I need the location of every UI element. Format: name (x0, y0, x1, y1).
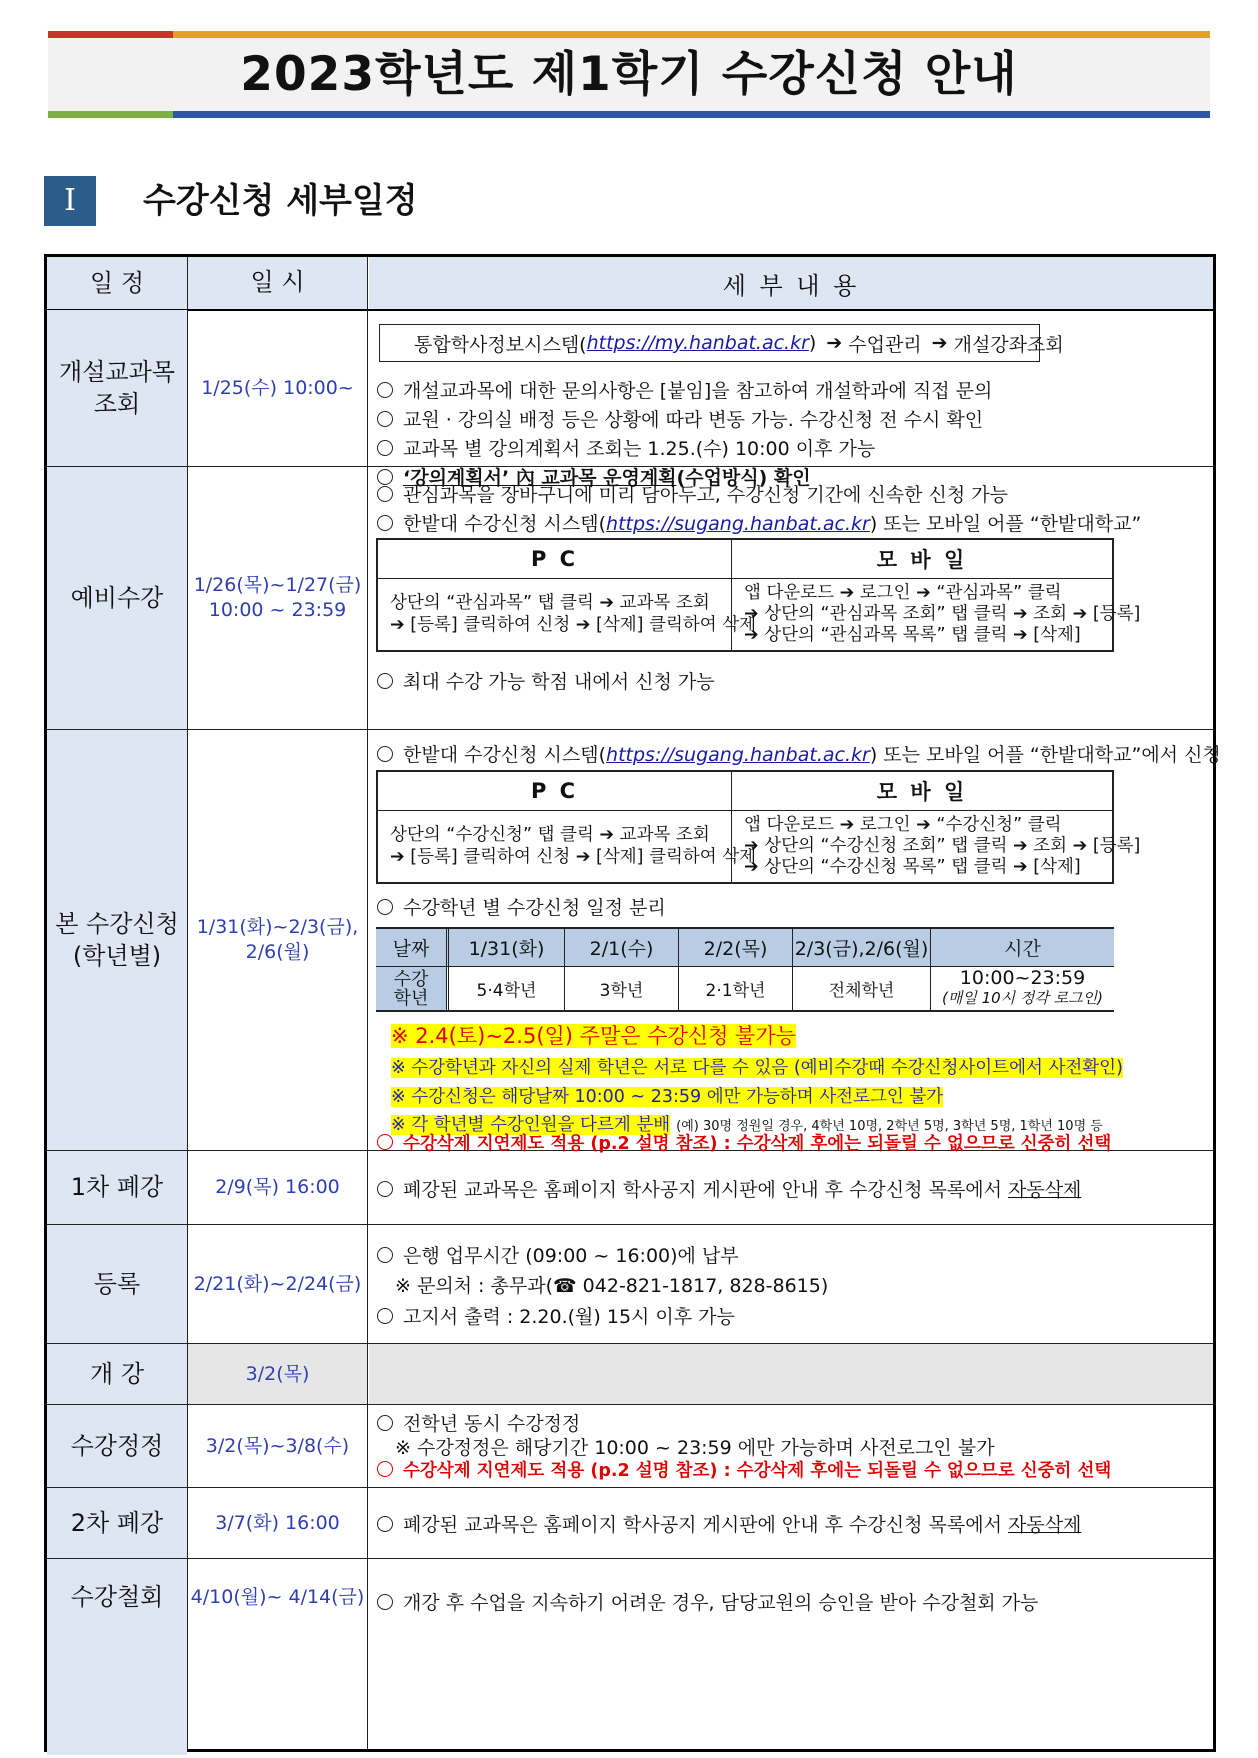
pc-header: P C (530, 547, 579, 571)
row-date-main-registration: 1/31(화)~2/3(금), 2/6(월) (196, 916, 359, 963)
grid-header-d4: 2/3(금),2/6(월) (794, 938, 929, 960)
pre-reg-note-1: 관심과목을 장바구니에 미리 담아두고, 수강신청 기간에 신속한 신청 가능 (403, 484, 1008, 506)
row-body-second-closure: 폐강된 교과목은 홈페이지 학사공지 게시판에 안내 후 수강신청 목록에서 자동삭제 (369, 1488, 1213, 1558)
time-window-notice: ※ 수강신청은 해당날짜 10:00 ~ 23:59 에만 가능하며 사전로그인 불가 (391, 1087, 944, 1107)
row-body-withdrawal: 개강 후 수업을 지속하기 어려운 경우, 담당교원의 승인을 받아 수강철회 가능 (369, 1559, 1213, 1755)
payment-contact: ※ 문의처 : 총무과(☎ 042-821-1817, 828-8615) (395, 1275, 829, 1297)
grid-header-d1: 1/31(화) (468, 938, 545, 960)
banner-top-bar (48, 31, 1210, 38)
grid-value-time: 10:00~23:59 (매일 10시 정각 로그인) (941, 967, 1104, 1007)
section-title: 수강신청 세부일정 (143, 181, 418, 221)
mobile-steps-main: 앱 다운로드 ➔ 로그인 ➔ “수강신청” 클릭 ➔ 상단의 “수강신청 조회” 탭 클릭 ➔ 조회 ➔ [등록] ➔ 상단의 “수강신청 목록” 탭 클릭 ➔ [삭제] (744, 815, 1141, 877)
row-date-first-closure: 2/9(목) 16:00 (215, 1176, 340, 1199)
grid-header-d3: 2/2(목) (703, 938, 768, 960)
row-label-withdrawal: 수강철회 (47, 1559, 187, 1755)
system-path-box: 통합학사정보시스템( https://my.hanbat.ac.kr ) ➔ 수업관리 ➔ 개설강좌조회 (379, 324, 1040, 362)
row-body-main-registration: 한밭대 수강신청 시스템(https://sugang.hanbat.ac.kr) 또는 모바일 어플 “한밭대학교”에서 신청 P C 모 바 일 상단의 “수강신청” 탭 클릭 ➔ 교과목 조회 ➔ [등록] 클릭하여 신청 ➔ [삭제] 클릭하여 삭제 앱 다운로드 ➔ 로그인 ➔ “수강신청” 클릭 ➔ 상단의 “수강신청 조회” 탭 클릭 ➔ 조회 ➔ [등록] ➔ 상단의 “수강신청 목록” 탭 클릭 ➔ [삭제] 수강학년 별 수강신청 일정 분리 날짜 1/31(화) 2/1(수) 2/2(목) 2/3(금),2/6(월) 시간 수강 학년 5·4학년 3학년 2·1학년 전체학년 10:00~23:59 (매일 10시 정각 로그인) ※ 2.4(토)~2.5(일) 주말은 수강신청 불가능 ※ 수강학년과 자신의 실제 학년은 서로 다를 수 있음 (예비수강때 수강신청사이트에서 사전확인) ※ 수강신청은 해당날짜 10:00 ~ 23:59 에만 가능하며 사전로그인 불가 ※ 각 학년별 수강인원을 다르게 분배 (예) 30명 정원일 경우, 4학년 10명, 2학년 5명, 3학년 5명, 1학년 10명 등 수강삭제 지연제도 적용 (p.2 설명 참조) : 수강삭제 후에는 되돌릴 수 없으므로 신중히 선택 (369, 730, 1213, 1150)
row-body-pre-registration: 관심과목을 장바구니에 미리 담아두고, 수강신청 기간에 신속한 신청 가능 한밭대 수강신청 시스템(https://sugang.hanbat.ac.kr) 또는 모바일 어플 “한밭대학교” P C 모 바 일 상단의 “관심과목” 탭 클릭 ➔ 교과목 조회 ➔ [등록] 클릭하여 신청 ➔ [삭제] 클릭하여 삭제 앱 다운로드 ➔ 로그인 ➔ “관심과목” 클릭 ➔ 상단의 “관심과목 조회” 탭 클릭 ➔ 조회 ➔ [등록] ➔ 상단의 “관심과목 목록” 탭 클릭 ➔ [삭제] 최대 수강 가능 학점 내에서 신청 가능 (369, 467, 1213, 729)
section-number: I (44, 176, 96, 226)
row-date-payment: 2/21(화)~2/24(금) (193, 1272, 362, 1295)
mobile-header: 모 바 일 (876, 548, 968, 572)
mobile-header-main: 모 바 일 (876, 780, 968, 804)
row-body-semester-start (369, 1344, 1213, 1404)
course-lookup-note-3: 교과목 별 강의계획서 조회는 1.25.(수) 10:00 이후 가능 (403, 438, 876, 460)
portal-link[interactable]: https://my.hanbat.ac.kr (586, 332, 809, 354)
weekend-notice: ※ 2.4(토)~2.5(일) 주말은 수강신청 불가능 (391, 1024, 796, 1048)
grid-value-d1: 5·4학년 (476, 981, 537, 1001)
quota-notice: ※ 각 학년별 수강인원을 다르게 분배 (391, 1115, 671, 1135)
schedule-table (44, 254, 1221, 1752)
row-label-main-registration: 본 수강신청 (학년별) (47, 730, 187, 1150)
course-lookup-note-2: 교원 · 강의실 배정 등은 상황에 따라 변동 가능. 수강신청 전 수시 확인 (403, 409, 984, 431)
main-reg-note-2: 수강학년 별 수강신청 일정 분리 (403, 897, 666, 919)
header-schedule: 일 정 (47, 257, 187, 309)
mobile-steps: 앱 다운로드 ➔ 로그인 ➔ “관심과목” 클릭 ➔ 상단의 “관심과목 조회” 탭 클릭 ➔ 조회 ➔ [등록] ➔ 상단의 “관심과목 목록” 탭 클릭 ➔ [삭제] (744, 583, 1141, 645)
row-date-second-closure: 3/7(화) 16:00 (215, 1511, 340, 1534)
grid-header-time: 시간 (1004, 938, 1041, 960)
grid-header-d2: 2/1(수) (589, 938, 654, 960)
grid-row-label: 수강 학년 (393, 968, 429, 1009)
row-date-correction: 3/2(목)~3/8(수) (205, 1434, 350, 1457)
row-label-pre-registration: 예비수강 (47, 467, 187, 729)
row-label-course-lookup: 개설교과목 조회 (47, 310, 187, 466)
pre-reg-note-3: 최대 수강 가능 학점 내에서 신청 가능 (403, 671, 715, 693)
grade-difference-notice: ※ 수강학년과 자신의 실제 학년은 서로 다를 수 있음 (예비수강때 수강신청사이트에서 사전확인) (391, 1058, 1123, 1078)
course-lookup-note-1: 개설교과목에 대한 문의사항은 [붙임]을 참고하여 개설학과에 직접 문의 (403, 380, 993, 402)
row-body-payment: 은행 업무시간 (09:00 ~ 16:00)에 납부 ※ 문의처 : 총무과(☎ 042-821-1817, 828-8615) 고지서 출력 : 2.20.(월) 15시 이후 가능 (369, 1225, 1213, 1343)
sugang-link-main[interactable]: https://sugang.hanbat.ac.kr (606, 744, 870, 766)
row-label-semester-start: 개 강 (47, 1344, 187, 1404)
pc-header-main: P C (530, 779, 579, 803)
header-details: 세 부 내 용 (369, 257, 1213, 309)
pc-steps-main: 상단의 “수강신청” 탭 클릭 ➔ 교과목 조회 ➔ [등록] 클릭하여 신청 ➔ [삭제] 클릭하여 삭제 (390, 825, 757, 867)
page-title: 2023학년도 제1학기 수강신청 안내 (240, 47, 1018, 102)
row-date-semester-start: 3/2(목) (188, 1344, 367, 1404)
row-date-course-lookup: 1/25(수) 10:00~ (201, 376, 354, 399)
row-body-correction: 전학년 동시 수강정정 ※ 수강정정은 해당기간 10:00 ~ 23:59 에만 가능하며 사전로그인 불가 수강삭제 지연제도 적용 (p.2 설명 참조) : 수강삭제 후에는 되돌릴 수 없으므로 신중히 선택 (369, 1405, 1213, 1487)
row-date-withdrawal: 4/10(월)~ 4/14(금) (190, 1586, 365, 1608)
sugang-link[interactable]: https://sugang.hanbat.ac.kr (606, 513, 870, 535)
row-label-second-closure: 2차 폐강 (47, 1488, 187, 1558)
grid-value-d2: 3학년 (599, 981, 644, 1001)
deletion-delay-notice: 수강삭제 지연제도 적용 (p.2 설명 참조) : 수강삭제 후에는 되돌릴 수 없으므로 신중히 선택 (377, 1130, 1111, 1155)
row-date-pre-registration: 1/26(목)~1/27(금) 10:00 ~ 23:59 (193, 574, 362, 621)
pc-steps: 상단의 “관심과목” 탭 클릭 ➔ 교과목 조회 ➔ [등록] 클릭하여 신청 ➔ [삭제] 클릭하여 삭제 (390, 593, 757, 635)
row-label-first-closure: 1차 폐강 (47, 1151, 187, 1224)
row-body-first-closure: 폐강된 교과목은 홈페이지 학사공지 게시판에 안내 후 수강신청 목록에서 자동삭제 (369, 1151, 1213, 1224)
grid-value-d3: 2·1학년 (705, 981, 766, 1001)
main-reg-method-table (376, 770, 1141, 884)
course-lookup-note-4: ‘강의계획서’ 內 교과목 운영계획 (403, 467, 677, 489)
row-label-correction: 수강정정 (47, 1405, 187, 1487)
header-datetime: 일 시 (188, 257, 367, 309)
row-label-payment: 등록 (47, 1225, 187, 1343)
grid-value-d4: 전체학년 (828, 981, 895, 1001)
pre-reg-method-table (376, 538, 1141, 652)
row-body-course-lookup: 통합학사정보시스템( https://my.hanbat.ac.kr ) ➔ 수업관리 ➔ 개설강좌조회 개설교과목에 대한 문의사항은 [붙임]을 참고하여 개설학과에 직접 문의 교원 · 강의실 배정 등은 상황에 따라 변동 가능. 수강신청 전 수시 확인 교과목 별 강의계획서 조회는 1.25.(수) 10:00 이후 가능 ‘강의계획서’ 內 교과목 운영계획(수업방식) 확인 (369, 310, 1213, 466)
grid-header-date: 날짜 (392, 938, 430, 960)
banner-bottom-bar (48, 111, 1210, 118)
grade-schedule-grid (376, 927, 1114, 1012)
